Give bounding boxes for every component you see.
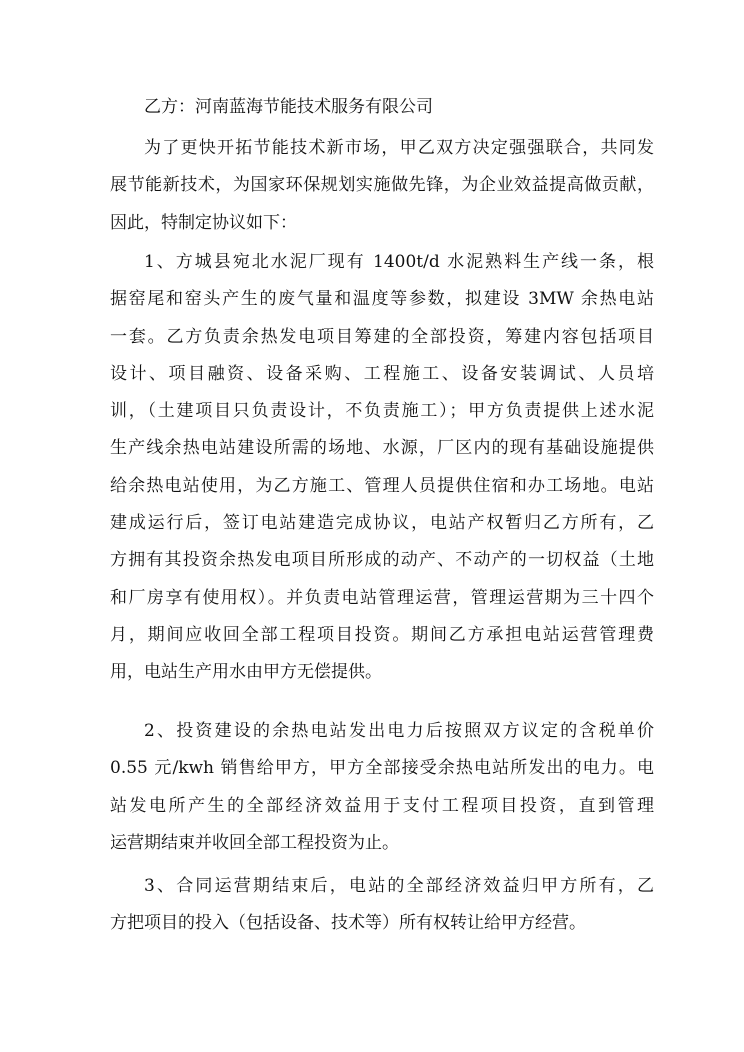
clause-1-paragraph — [110, 244, 654, 692]
clause-1-line-10: 和厂房享有使用权）。并负责电站管理运营，管理运营期为三十四个 — [110, 587, 654, 608]
clause-2-line-2: 0.55 元/kwh 销售给甲方，甲方全部接受余热电站所发出的电力。电 — [110, 758, 654, 779]
intro-paragraph — [110, 130, 654, 242]
intro-line-1: 为了更快开拓节能技术新市场，甲乙双方决定强强联合，共同发 — [144, 138, 654, 158]
clause-1-line-7: 给余热电站使用，为乙方施工、管理人员提供住宿和办工场地。电站 — [110, 475, 654, 496]
clause-3-paragraph — [110, 868, 654, 943]
clause-1-line-3: 一套。乙方负责余热发电项目筹建的全部投资，筹建内容包括项目 — [110, 326, 654, 347]
clause-1-line-6: 生产线余热电站建设所需的场地、水源，厂区内的现有基础设施提供 — [110, 438, 654, 459]
clause-1-line-12: 用，电站生产用水由甲方无偿提供。 — [110, 662, 382, 683]
clause-2-paragraph — [110, 713, 654, 862]
clause-1-line-11: 月，期间应收回全部工程项目投资。期间乙方承担电站运营管理费 — [110, 624, 654, 645]
clause-2-line-1: 2、投资建设的余热电站发出电力后按照双方议定的含税单价 — [144, 721, 654, 741]
party-b-line — [110, 89, 654, 126]
clause-3-line-1: 3、合同运营期结束后，电站的全部经济效益归甲方所有，乙 — [144, 876, 654, 896]
intro-line-2: 展节能新技术，为国家环保规划实施做先锋，为企业效益提高做贡献， — [110, 175, 654, 196]
clause-1-line-2: 据窑尾和窑头产生的废气量和温度等参数，拟建设 3MW 余热电站 — [110, 289, 654, 310]
clause-1-line-1: 1、方城县宛北水泥厂现有 1400t/d 水泥熟料生产线一条，根 — [144, 252, 654, 272]
clause-1-line-5: 训，（土建项目只负责设计，不负责施工）；甲方负责提供上述水泥 — [110, 401, 654, 422]
clause-2-line-4: 运营期结束并收回全部工程投资为止。 — [110, 832, 399, 853]
clause-2-line-3: 站发电所产生的全部经济效益用于支付工程项目投资，直到管理 — [110, 795, 654, 816]
clause-1-line-8: 建成运行后，签订电站建造完成协议，电站产权暂归乙方所有，乙 — [110, 513, 654, 534]
party-b-text: 乙方：河南蓝海节能技术服务有限公司 — [144, 97, 433, 117]
clause-3-line-2: 方把项目的投入（包括设备、技术等）所有权转让给甲方经营。 — [110, 913, 586, 934]
clause-1-line-4: 设计、项目融资、设备采购、工程施工、设备安装调试、人员培 — [110, 363, 654, 384]
clause-1-line-9: 方拥有其投资余热发电项目所形成的动产、不动产的一切权益（土地 — [110, 550, 654, 571]
intro-line-3: 因此，特制定协议如下： — [110, 212, 297, 233]
